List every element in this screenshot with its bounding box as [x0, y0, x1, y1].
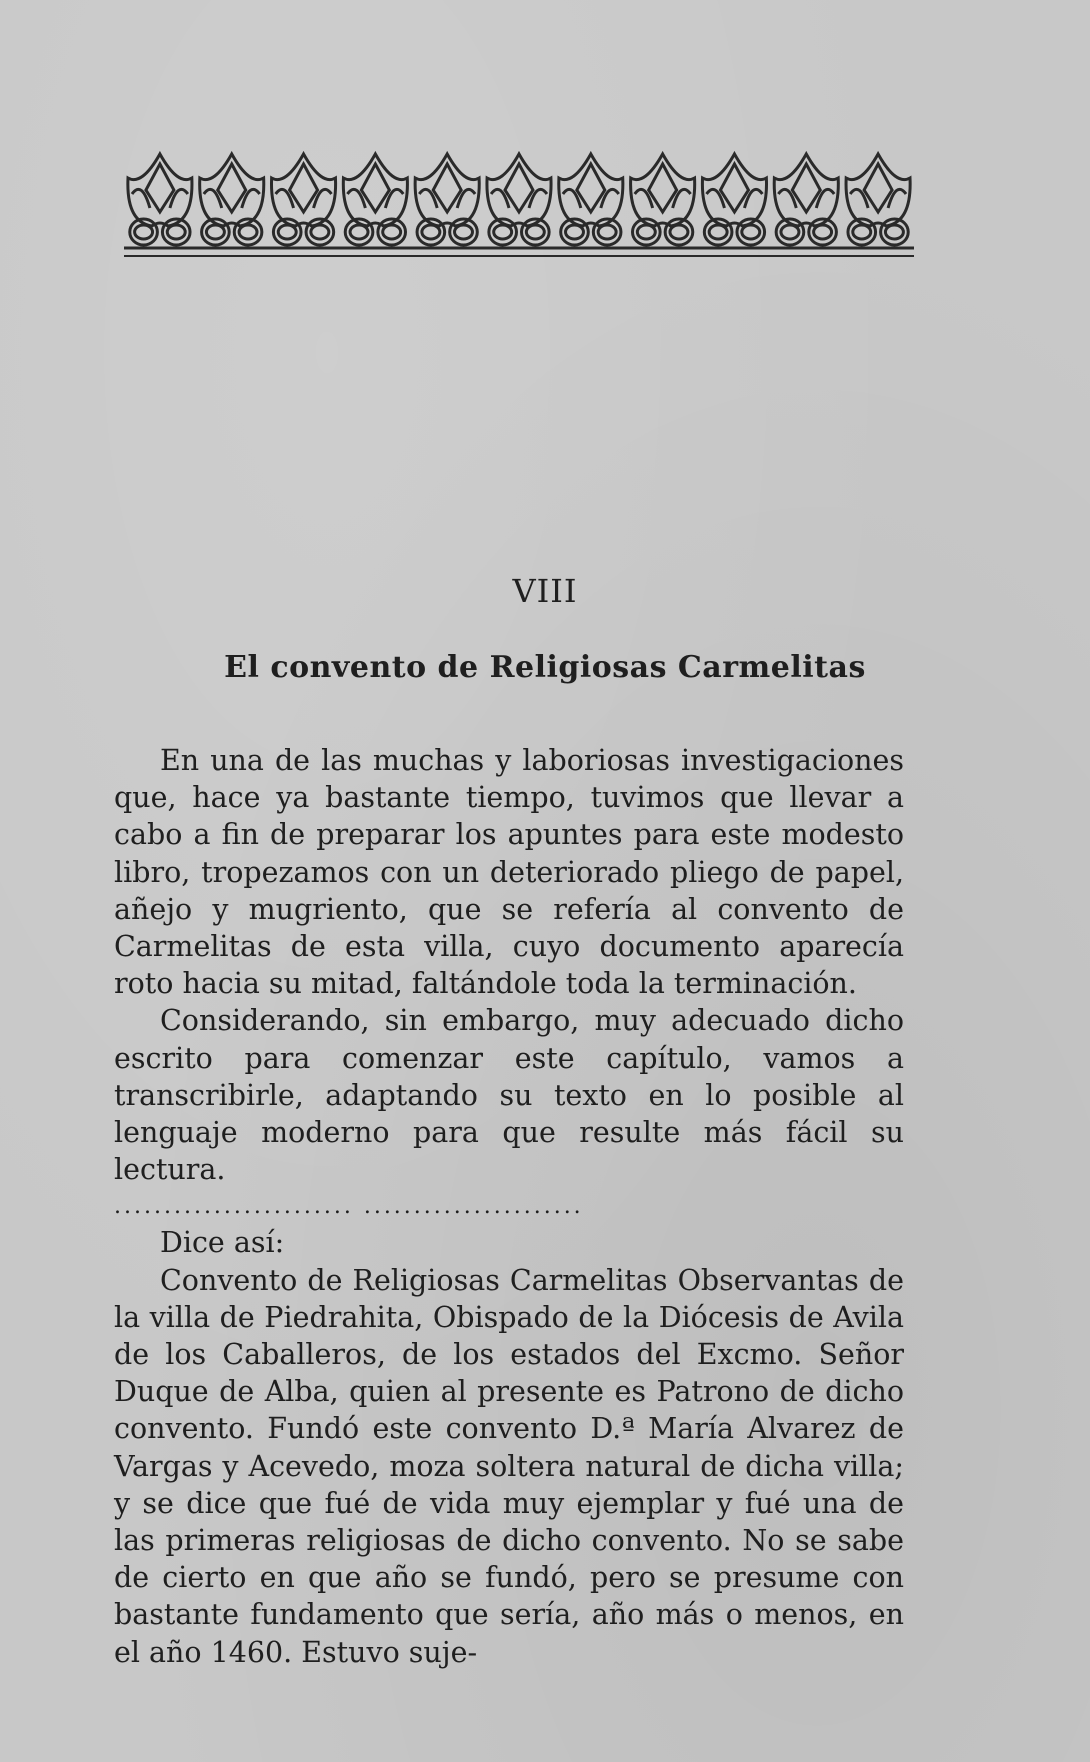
chapter-number: VIII — [512, 572, 578, 610]
chapter-title: El convento de Religiosas Carmelitas — [224, 650, 866, 685]
lotus-motif-icon — [702, 154, 766, 245]
lotus-border-ornament-icon — [124, 150, 914, 262]
paragraph-2: Considerando, sin embargo, muy adecuado dicho escrito para comenzar este capítulo, vamos a transcribirle, adaptando su texto en lo posible al lenguaje moderno para que resulte más fácil su lectura. — [114, 1004, 904, 1187]
lotus-motif-icon — [559, 154, 623, 245]
lotus-motif-icon — [343, 154, 407, 245]
quote-intro: Dice así: — [160, 1226, 285, 1260]
lotus-motif-icon — [631, 154, 695, 245]
lotus-motif-icon — [774, 154, 838, 245]
dotted-separator: ........................ ...................... — [114, 1194, 584, 1220]
quote-paragraph: Convento de Religiosas Carmelitas Observantas de la villa de Piedrahita, Obispado de la Diócesis de Avila de los Caballeros, de los estados del Excmo. Señor Duque de Alba, quien al presente es Patrono de dicho convento. Fundó este convento D.ª María Alvarez de Vargas y Acevedo, moza soltera natural de dicha villa; y se dice que fué de vida muy ejemplar y fué una de las primeras religiosas de dicho convento. No se sabe de cierto en que año se fundó, pero se presume con bastante fundamento que sería, año más o menos, en el año 1460. Estuvo suje- — [114, 1263, 904, 1669]
lotus-motif-icon — [487, 154, 551, 245]
paragraph-1: En una de las muchas y laboriosas investigaciones que, hace ya bastante tiempo, tuvimos que llevar a cabo a fin de preparar los apuntes para este modesto libro, tropezamos con un deteriorado pliego de papel, añejo y mugriento, que se refería al convento de Carmelitas de esta villa, cuyo documento aparecía roto hacia su mitad, faltándole toda la terminación. — [114, 744, 904, 1001]
lotus-motif-icon — [128, 154, 192, 245]
body-text — [114, 742, 904, 1671]
lotus-motif-icon — [415, 154, 479, 245]
lotus-motif-icon — [200, 154, 264, 245]
lotus-motif-icon — [271, 154, 335, 245]
lotus-motif-icon — [846, 154, 910, 245]
